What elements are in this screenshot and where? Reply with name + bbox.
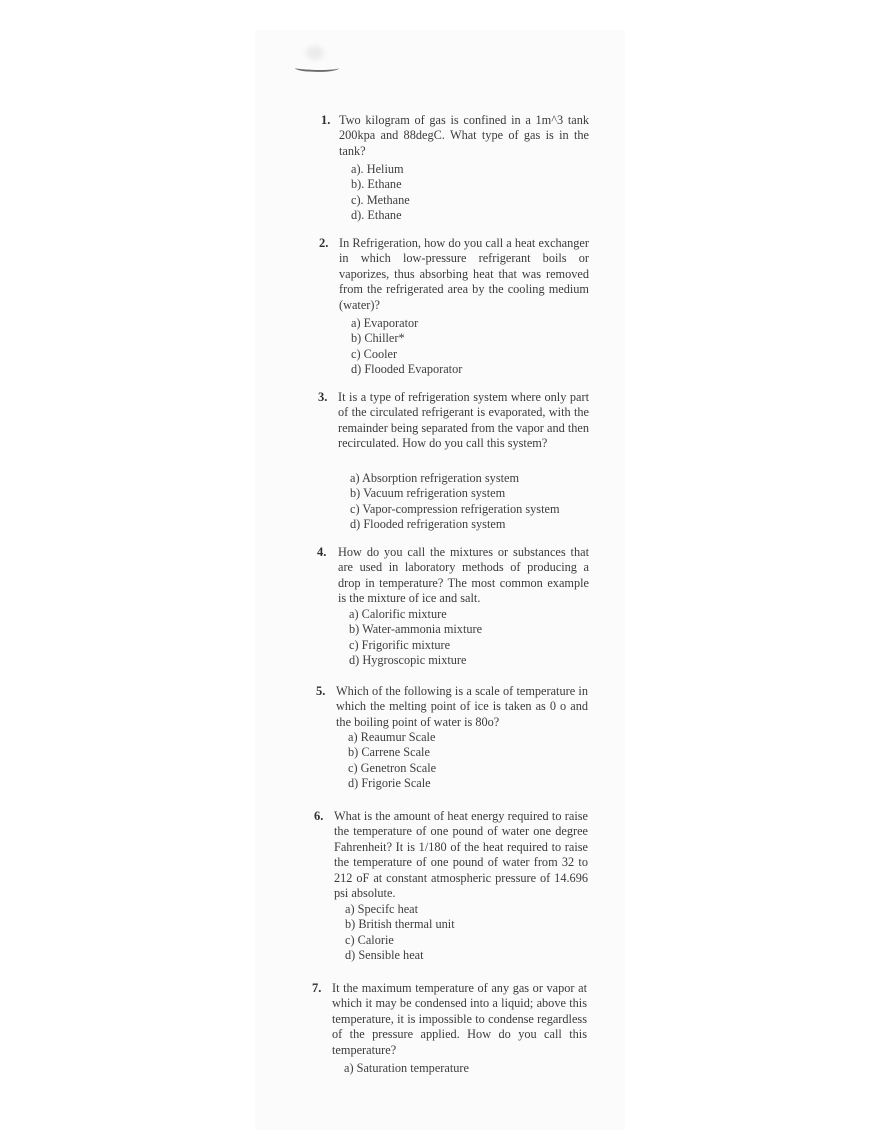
option-d: d) Hygroscopic mixture <box>349 652 467 667</box>
question-text: It is a type of refrigeration system where only part of the circulated refrigerant is evaporated, with the remainder being separated from the vapor and then recirculated. How do you call this system? <box>338 390 589 451</box>
answer-options <box>350 471 560 532</box>
option-d: d) Flooded refrigeration system <box>350 516 506 531</box>
option-a: a). Helium <box>351 162 404 176</box>
option-a: a) Evaporator <box>351 316 419 330</box>
option-d: d) Flooded Evaporator <box>351 361 463 376</box>
question-number: 1. <box>321 113 331 127</box>
option-a: a) Specifc heat <box>345 902 419 916</box>
option-b: b) British thermal unit <box>345 917 455 932</box>
option-b: b) Carrene Scale <box>348 745 430 760</box>
option-b: b). Ethane <box>351 177 402 192</box>
question-number: 6. <box>314 809 324 823</box>
question-number: 5. <box>316 684 326 698</box>
question-text: Two kilogram of gas is confined in a 1m^3 tank 200kpa and 88degC. What type of gas is in the tank? <box>339 113 589 158</box>
option-c: c) Genetron Scale <box>348 760 437 775</box>
answer-options <box>348 730 436 791</box>
question-text: How do you call the mixtures or substances that are used in laboratory methods of producing a drop in temperature? The most common example is the mixture of ice and salt. <box>338 545 589 606</box>
option-a: a) Absorption refrigeration system <box>350 471 520 485</box>
option-a: a) Calorific mixture <box>349 607 447 621</box>
question-number: 2. <box>319 236 329 250</box>
question-text: Which of the following is a scale of temperature in which the melting point of ice is taken as 0 o and the boiling point of water is 80o? <box>336 684 588 729</box>
option-d: d) Sensible heat <box>345 947 424 962</box>
answer-options <box>351 162 410 223</box>
answer-options <box>351 316 462 377</box>
option-a: a) Saturation temperature <box>344 1061 469 1075</box>
question-number: 7. <box>312 981 322 995</box>
question-number: 3. <box>318 390 328 404</box>
option-a: a) Reaumur Scale <box>348 730 436 744</box>
option-d: d) Frigorie Scale <box>348 775 431 790</box>
option-b: b) Water-ammonia mixture <box>349 622 483 637</box>
question-number: 4. <box>317 545 327 559</box>
question-text: In Refrigeration, how do you call a heat exchanger in which low-pressure refrigerant boils or vaporizes, thus absorbing heat that was removed from the refrigerated area by the cooling medium (water)? <box>339 236 589 312</box>
option-b: b) Vacuum refrigeration system <box>350 486 506 501</box>
smudge-mark <box>306 46 324 60</box>
option-c: c). Methane <box>351 192 410 207</box>
option-d: d). Ethane <box>351 207 402 222</box>
answer-options <box>345 902 455 963</box>
question-text: It the maximum temperature of any gas or vapor at which it may be condensed into a liquid; above this temperature, it is impossible to condense regardless of the pressure applied. How do you call this temperature? <box>332 981 587 1057</box>
answer-options <box>344 1061 469 1076</box>
option-c: c) Frigorific mixture <box>349 637 451 652</box>
option-b: b) Chiller* <box>351 331 405 346</box>
option-c: c) Calorie <box>345 932 394 947</box>
option-c: c) Vapor-compression refrigeration system <box>350 501 560 516</box>
answer-options <box>349 607 482 668</box>
option-c: c) Cooler <box>351 346 398 361</box>
question-text: What is the amount of heat energy required to raise the temperature of one pound of water one degree Fahrenheit? It is 1/180 of the heat required to raise the temperature of one pound of water from 32 to 212 oF at constant atmospheric pressure of 14.696 psi absolute. <box>334 809 588 901</box>
